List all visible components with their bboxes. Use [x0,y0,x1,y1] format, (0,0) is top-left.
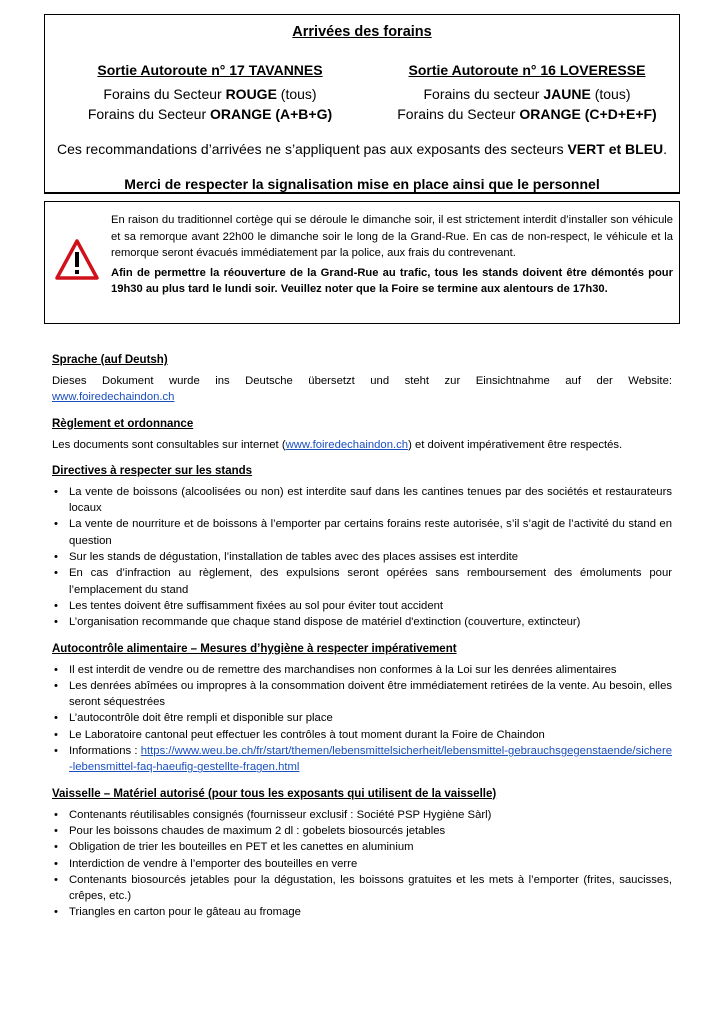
warning-paragraph-dismantle: Afin de permettre la réouverture de la Grand-Rue au trafic, tous les stands doivent être démontés pour 19h30 au plus tard le lundi soir. Veuillez noter que la Foire se termine aux alentours de 17h30. [111,266,673,296]
hygiene-faq-link[interactable]: https://www.weu.be.ch/fr/start/themen/lebensmittelsicherheit/lebensmittel-gebrauchsgegenstaende/sichere-lebensmittel-faq-haeufig-gestellte-fragen.html [69,745,672,774]
list-item: • Obligation de trier les bouteilles en PET et les canettes en aluminium [52,839,672,855]
sector-name: ORANGE (C+D+E+F) [519,106,657,122]
section-reglement-heading: Règlement et ordonnance [52,417,194,430]
list-item: • Sur les stands de dégustation, l’installation de tables avec des places assises est interdite [52,549,672,565]
section-autocontrole [52,641,672,776]
note-text: . [663,141,668,157]
line-text: Forains du Secteur [87,106,211,122]
section-sprache-text: Dieses Dokument wurde ins Deutsche übersetzt und steht zur Einsichtnahme auf der Website: [52,375,672,387]
section-directives-heading: Directives à respecter sur les stands [52,464,253,477]
section-sprache [52,352,672,406]
list-item: • Le Laboratoire cantonal peut effectuer les contrôles à tout moment durant la Foire de Chaindon [52,727,672,743]
warning-icon [55,238,99,282]
line-text: Forains du secteur [423,86,544,102]
website-link[interactable]: www.foiredechaindon.ch [285,438,409,451]
warning-box [44,201,680,324]
list-item: • Contenants réutilisables consignés (fournisseur exclusif : Société PSP Hygiène Sàrl) [52,807,672,823]
arrivals-note [45,141,679,157]
list-item: • Les tentes doivent être suffisamment fixées au sol pour éviter tout accident [52,598,672,614]
list-item: • La vente de boissons (alcoolisées ou non) est interdite sauf dans les cantines tenues par des sociétés et restaurateurs locaux [52,484,672,517]
list-item: • La vente de nourriture et de boissons à l’emporter par certains forains reste autorisée, s’il s’agit de l’activité du stand en question [52,516,672,549]
line-text: (tous) [276,86,317,102]
arrivals-title: Arrivées des forains [292,24,432,40]
directives-list [52,484,672,631]
list-item: • Il est interdit de vendre ou de remettre des marchandises non conformes à la Loi sur les denrées alimentaires [52,662,672,678]
section-autocontrole-heading: Autocontrôle alimentaire – Mesures d’hygiène à respecter impérativement [52,642,457,655]
exit-tavannes-heading: Sortie Autoroute n° 17 TAVANNES [97,62,323,78]
exit-tavannes-line1 [51,84,369,104]
note-text: Ces recommandations d’arrivées ne s’appliquent pas aux exposants des secteurs [56,141,568,157]
section-vaisselle-heading: Vaisselle – Matériel autorisé (pour tous les exposants qui utilisent de la vaisselle) [52,787,497,800]
section-reglement-text [52,437,672,453]
line-text: (tous) [590,86,631,102]
list-item: • L’organisation recommande que chaque stand dispose de matériel d'extinction (couverture, extincteur) [52,614,672,630]
exit-loveresse-column [368,60,686,124]
sector-name: ORANGE (A+B+G) [210,106,333,122]
line-text: Forains du Secteur [397,106,520,122]
informations-label: Informations : [69,745,141,758]
exit-loveresse-heading: Sortie Autoroute n° 16 LOVERESSE [408,62,646,78]
exit-tavannes-line2 [51,104,369,124]
warning-text [111,212,673,301]
exit-tavannes-column [51,60,369,124]
exit-loveresse-line1 [368,84,686,104]
list-item: • Pour les boissons chaudes de maximum 2 dl : gobelets biosourcés jetables [52,823,672,839]
list-item-informations [52,743,672,776]
list-item: • Les denrées abîmées ou impropres à la consommation doivent être immédiatement retirées de la vente. Au besoin, elles seront séquestrées [52,678,672,711]
arrivals-thanks: Merci de respecter la signalisation mise en place ainsi que le personnel [124,176,600,192]
website-link[interactable]: www.foiredechaindon.ch [52,391,175,404]
main-content [52,352,672,931]
vaisselle-list [52,807,672,921]
autocontrole-list [52,662,672,776]
section-reglement [52,416,672,453]
sector-name: JAUNE [543,86,591,102]
list-item: • Interdiction de vendre à l’emporter des bouteilles en verre [52,856,672,872]
section-directives [52,463,672,631]
list-item: • Triangles en carton pour le gâteau au fromage [52,904,672,920]
sector-name: ROUGE [225,86,277,102]
exit-loveresse-line2 [368,104,686,124]
line-text: Forains du Secteur [103,86,226,102]
list-item: • Contenants biosourcés jetables pour la dégustation, les boissons gratuites et les mets à l’emporter (frites, saucisses, crêpes, etc.) [52,872,672,905]
section-vaisselle [52,786,672,921]
list-item: • En cas d’infraction au règlement, des expulsions seront opérées sans remboursement des émoluments pour l’emplacement du stand [52,565,672,598]
warning-paragraph-cortege: En raison du traditionnel cortège qui se déroule le dimanche soir, il est strictement interdit d’installer son véhicule et sa remorque avant 22h00 le dimanche soir le long de la Grand-Rue. En cas de non-respect, le véhicule et la remorque seront évacués immédiatement par la police, aux frais du contrevenant. [111,214,673,260]
arrivals-box [44,14,680,194]
reglement-text-after: ) et doivent impérativement être respectés. [408,438,623,451]
reglement-text-before: Les documents sont consultables sur internet ( [52,438,286,451]
note-sectors: VERT et BLEU [567,141,664,157]
list-item: • L’autocontrôle doit être rempli et disponible sur place [52,710,672,726]
section-sprache-heading: Sprache (auf Deutsh) [52,354,168,366]
